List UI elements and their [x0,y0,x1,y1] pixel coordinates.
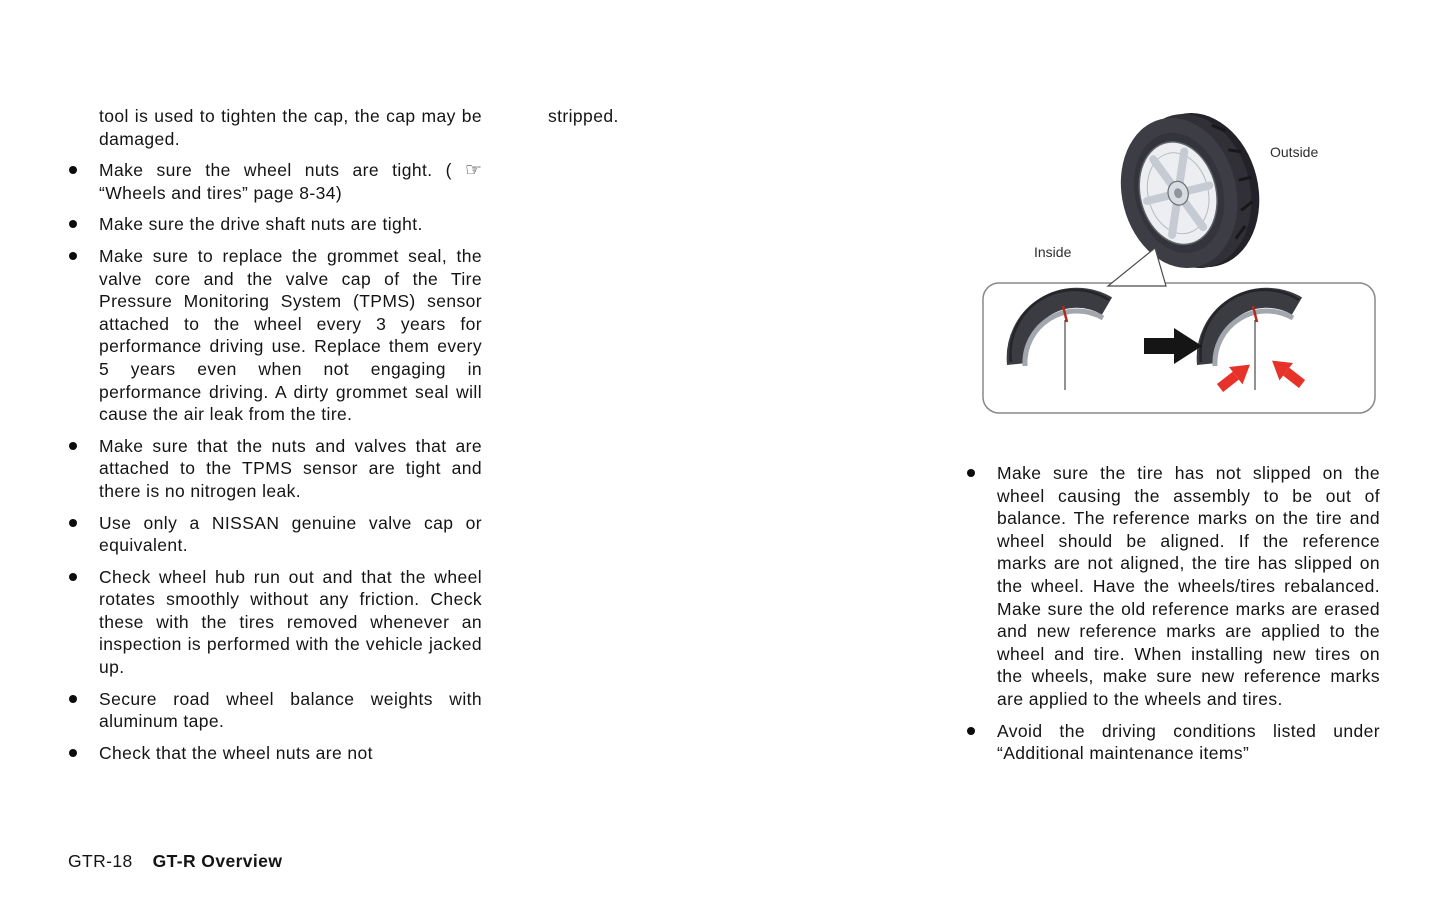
pointing-hand-icon: ☞ [464,159,482,182]
bullet-dot [69,519,77,527]
bullet-text: Make sure the drive shaft nuts are tight. [99,214,423,235]
bullet-dot [69,749,77,757]
bullet-text: Make sure the tire has not slipped on the wheel causing the assembly to be out of balance. The reference marks on the tire and wheel should be aligned. If the reference marks are not aligned, the tire has slipped on the wheel. Have the wheels/tires rebalanced. Make sure the old reference marks are erased and new reference marks are applied to the wheel and tire. When installing new tires on the wheels, make sure new reference marks are applied to the wheels and tires. [997,463,1380,709]
right-column [997,462,1380,765]
page-number: GTR-18 [68,851,133,871]
bullet-text: Make sure that the nuts and valves that are attached to the TPMS sensor are tight and there is no nitrogen leak. [99,435,482,501]
bullet-text: Secure road wheel balance weights with aluminum tape. [99,688,482,732]
bullet-dot [69,695,77,703]
bullet-dot [69,220,77,228]
bullet-text [99,160,482,203]
bullet-item [997,462,1380,711]
bullet-dot [69,252,77,260]
bullet-item [99,159,482,204]
bullet-dot [69,166,77,174]
left-column [99,105,482,764]
bullet-text-part: “Wheels and tires” page 8-34) [99,182,343,203]
bullet-item [99,245,482,426]
outside-label: Outside [1270,144,1319,160]
bullet-text: Check wheel hub run out and that the wheel rotates smoothly without any friction. Check these with the tires removed whenever an inspection is performed with the vehicle jacked up. [99,566,482,678]
bullet-dot [967,727,975,735]
bullet-item [99,213,482,236]
bullet-text: Make sure to replace the grommet seal, the valve core and the valve cap of the Tire Pressure Monitoring System (TPMS) sensor attached to the wheel every 3 years for performance driving use. Replace them every 5 years even when not engaging in performance driving. A dirty grommet seal will cause the air leak from the tire. [99,245,482,425]
inside-label: Inside [1034,244,1072,260]
bullet-text: Avoid the driving conditions listed under “Additional maintenance items” [997,720,1380,764]
section-title: GT-R Overview [152,851,283,871]
page-footer [68,851,282,872]
bullet-text: Use only a NISSAN genuine valve cap or equivalent. [99,512,482,556]
middle-column [548,105,868,128]
paragraph-continuation: tool is used to tighten the cap, the cap may be damaged. [99,106,482,149]
tire-wheel-drawing [1105,100,1275,284]
bullet-item [99,742,482,765]
bullet-dot [967,469,975,477]
bullet-item [99,512,482,557]
bullet-item [997,720,1380,765]
tire-illustration [958,100,1398,430]
bullet-dot [69,442,77,450]
bullet-item [99,566,482,679]
bullet-dot [69,573,77,581]
paragraph-continuation: stripped. [548,106,619,126]
bullet-item [99,435,482,503]
bullet-text-part: Make sure the wheel nuts are tight. ( [99,160,465,181]
bullet-item [99,688,482,733]
bullet-text: Check that the wheel nuts are not [99,742,373,763]
